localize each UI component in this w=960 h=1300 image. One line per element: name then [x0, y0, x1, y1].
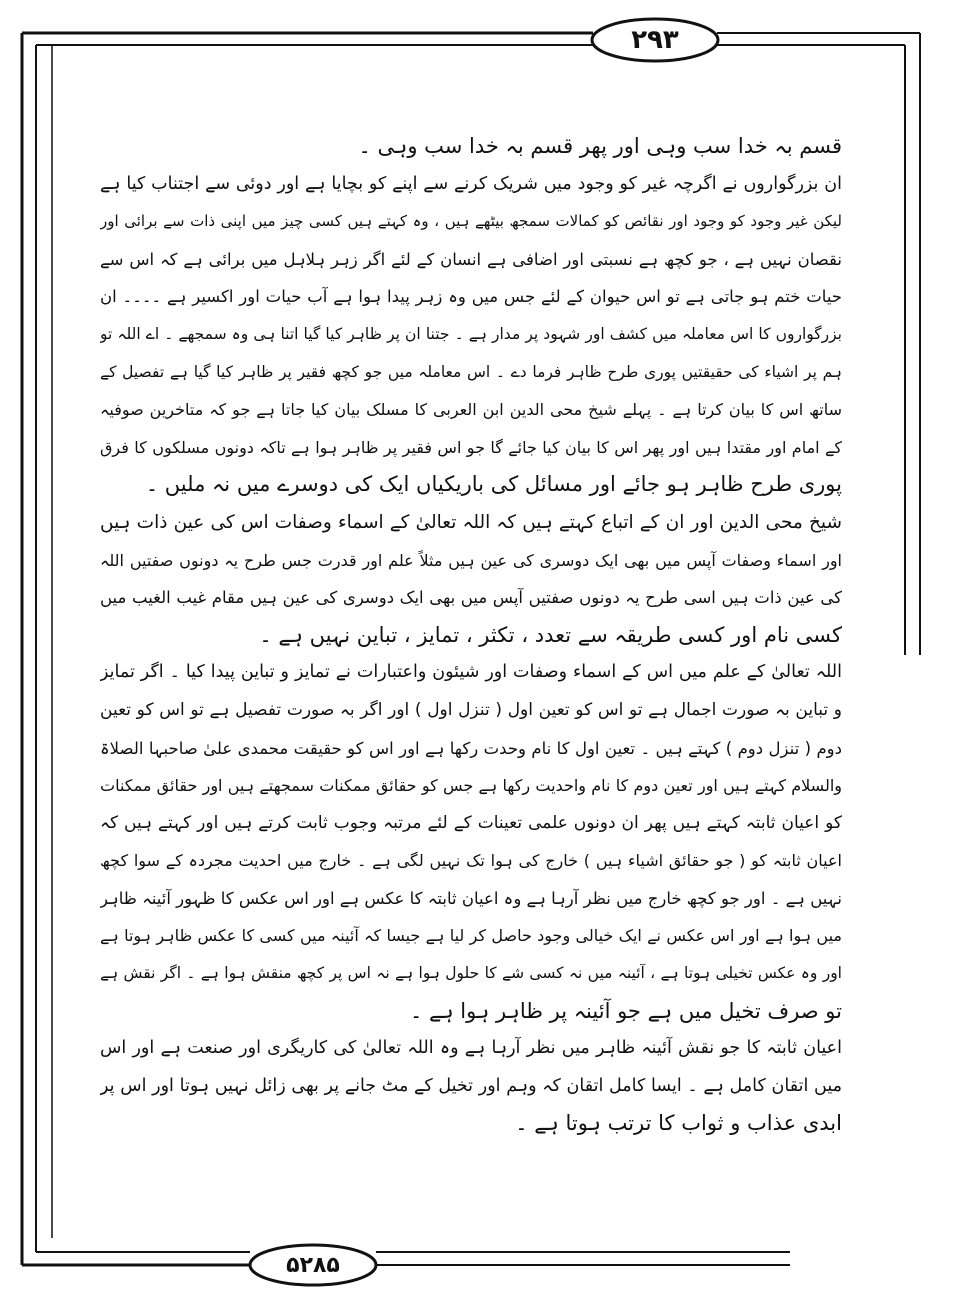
- text-line: والسلام کہتے ہیں اور تعین دوم کا نام واحدیت رکھا ہے جس کو حقائق ممکنات سمجھتے ہیں اور حقائق ممکنات: [100, 776, 842, 796]
- text-line: نہیں ہے ۔ اور جو کچھ خارج میں نظر آرہا ہے وہ اعیان ثابتہ کا عکس ہے اور اس عکس کا ظہور آئینہ ظاہر: [100, 888, 842, 908]
- paragraph-5: [100, 1030, 842, 1143]
- text-line: اللہ تعالیٰ کے علم میں اس کے اسماء وصفات اور شیئون واعتبارات نے تمایز و تباین پیدا کیا ۔ اگر تمایز: [100, 662, 842, 683]
- text-line: ساتھ اس کا بیان کرتا ہے ۔ پہلے شیخ محی الدین ابن العربی کا مسلک بیان کیا جاتا ہے جو کہ متاخرین صوفیہ: [100, 400, 842, 420]
- text-line: ہم پر اشیاء کی حقیقتیں پوری طرح ظاہر فرما دے ۔ اس معاملہ میں جو کچھ فقیر پر ظاہر کیا گیا ہے تفصیل کے: [100, 362, 842, 381]
- text-line: ان بزرگواروں نے اگرچہ غیر کو وجود میں شریک کرنے سے اپنے کو بچایا ہے اور دوئی سے اجتناب کیا ہے: [100, 173, 842, 194]
- text-line: میں اتقان کامل ہے ۔ ایسا کامل اتقان کہ وہم اور تخیل کے مٹ جانے پر بھی زائل نہیں ہوتا اور اس پر: [100, 1075, 842, 1096]
- paragraph-3: [100, 504, 842, 654]
- text-line: قسم بہ خدا سب وہی اور پھر قسم بہ خدا سب وہی ۔: [358, 134, 842, 158]
- paragraph-2: [100, 166, 842, 504]
- text-line: نقصان نہیں ہے ، جو کچھ ہے نسبتی اور اضافی ہے انسان کے لئے اگر زہر ہلاہل میں برائی ہے کہ اس سے: [100, 249, 842, 269]
- text-line: اعیان ثابتہ کا جو نقش آئینہ ظاہر میں نظر آرہا ہے وہ اللہ تعالیٰ کی کاریگری اور صنعت ہے اور اس: [100, 1038, 842, 1059]
- paragraph-1: [100, 128, 842, 166]
- text-line: ابدی عذاب و ثواب کا ترتب ہوتا ہے ۔: [515, 1111, 842, 1136]
- text-line: شیخ محی الدین اور ان کے اتباع کہتے ہیں کہ اللہ تعالیٰ کے اسماء وصفات اس کی عین ذات ہیں: [100, 511, 842, 533]
- text-line: لیکن غیر وجود کو وجود اور نقائص کو کمالات سمجھ بیٹھے ہیں ، وہ کہتے ہیں کسی چیز میں اپنی ذات سے برائی اور: [100, 212, 842, 231]
- text-line: اعیان ثابتہ کو ( جو حقائق اشیاء ہیں ) خارج کی ہوا تک نہیں لگی ہے ۔ خارج میں احدیت مجردہ کے سوا کچھ: [100, 851, 842, 871]
- body-text: [100, 128, 842, 1143]
- text-line: کے امام اور مقتدا ہیں اور پھر اس کا بیان کیا جائے گا جو اس فقیر پر ظاہر ہوا ہے تاکہ دونوں مسلکوں کا فرق: [100, 437, 842, 457]
- text-line: بزرگواروں کا اس معاملہ میں کشف اور شہود پر مدار ہے ۔ جتنا ان پر ظاہر کیا گیا اتنا ہی وہ سمجھے ۔ اے اللہ تو: [100, 324, 842, 343]
- text-line: پوری طرح ظاہر ہو جائے اور مسائل کی باریکیاں ایک کی دوسرے میں نہ ملیں ۔: [145, 472, 842, 497]
- page-number-top: ۲۹۳: [631, 25, 679, 55]
- text-line: دوم ( تنزل دوم ) کہتے ہیں ۔ تعین اول کا نام وحدت رکھا ہے اور اس کو حقیقت محمدی علیٰ صاحبہا الصلاۃ: [100, 738, 842, 758]
- text-line: کو اعیان ثابتہ کہتے ہیں پھر ان دونوں علمی تعینات کے لئے مرتبہ وجوب ثابت کرتے ہیں اور کہتے ہیں کہ: [100, 812, 842, 833]
- text-line: کسی نام اور کسی طریقہ سے تعدد ، تکثر ، تمایز ، تباین نہیں ہے ۔: [259, 622, 842, 647]
- text-line: و تباین بہ صورت اجمال ہے تو اس کو تعین اول ( تنزل اول ) اور اگر بہ صورت تفصیل ہے تو اس کو تعین: [100, 699, 842, 720]
- text-line: میں ہوا ہے اور اس عکس نے ایک خیالی وجود حاصل کر لیا ہے جیسا کہ آئینہ میں کسی کا عکس ظاہر ہوتا ہے: [100, 926, 842, 946]
- text-line: کی عین ذات ہیں اسی طرح یہ دونوں صفتیں آپس میں بھی ایک دوسری کی عین ہیں مقام غیب الغیب میں: [100, 588, 842, 608]
- paragraph-4: [100, 654, 842, 1030]
- text-line: اور اسماء وصفات آپس میں بھی ایک دوسری کی عین ہیں مثلاً علم اور قدرت جس طرح یہ دونوں صفتیں اللہ: [100, 550, 842, 570]
- text-line: تو صرف تخیل میں ہے جو آئینہ پر ظاہر ہوا ہے ۔: [410, 998, 842, 1023]
- page-number-bottom: ۵۲۸۵: [286, 1252, 340, 1278]
- text-line: اور وہ عکس تخیلی ہوتا ہے ، آئینہ میں نہ کسی شے کا حلول ہوا ہے نہ اس پر کچھ منقش ہوا ہے ۔ اگر نقش ہے: [100, 964, 842, 983]
- text-line: حیات ختم ہو جاتی ہے تو اس حیوان کے لئے جس میں وہ زہر پیدا ہوا ہے آب حیات اور اکسیر ہے ۔۔۔۔ ان: [100, 287, 842, 307]
